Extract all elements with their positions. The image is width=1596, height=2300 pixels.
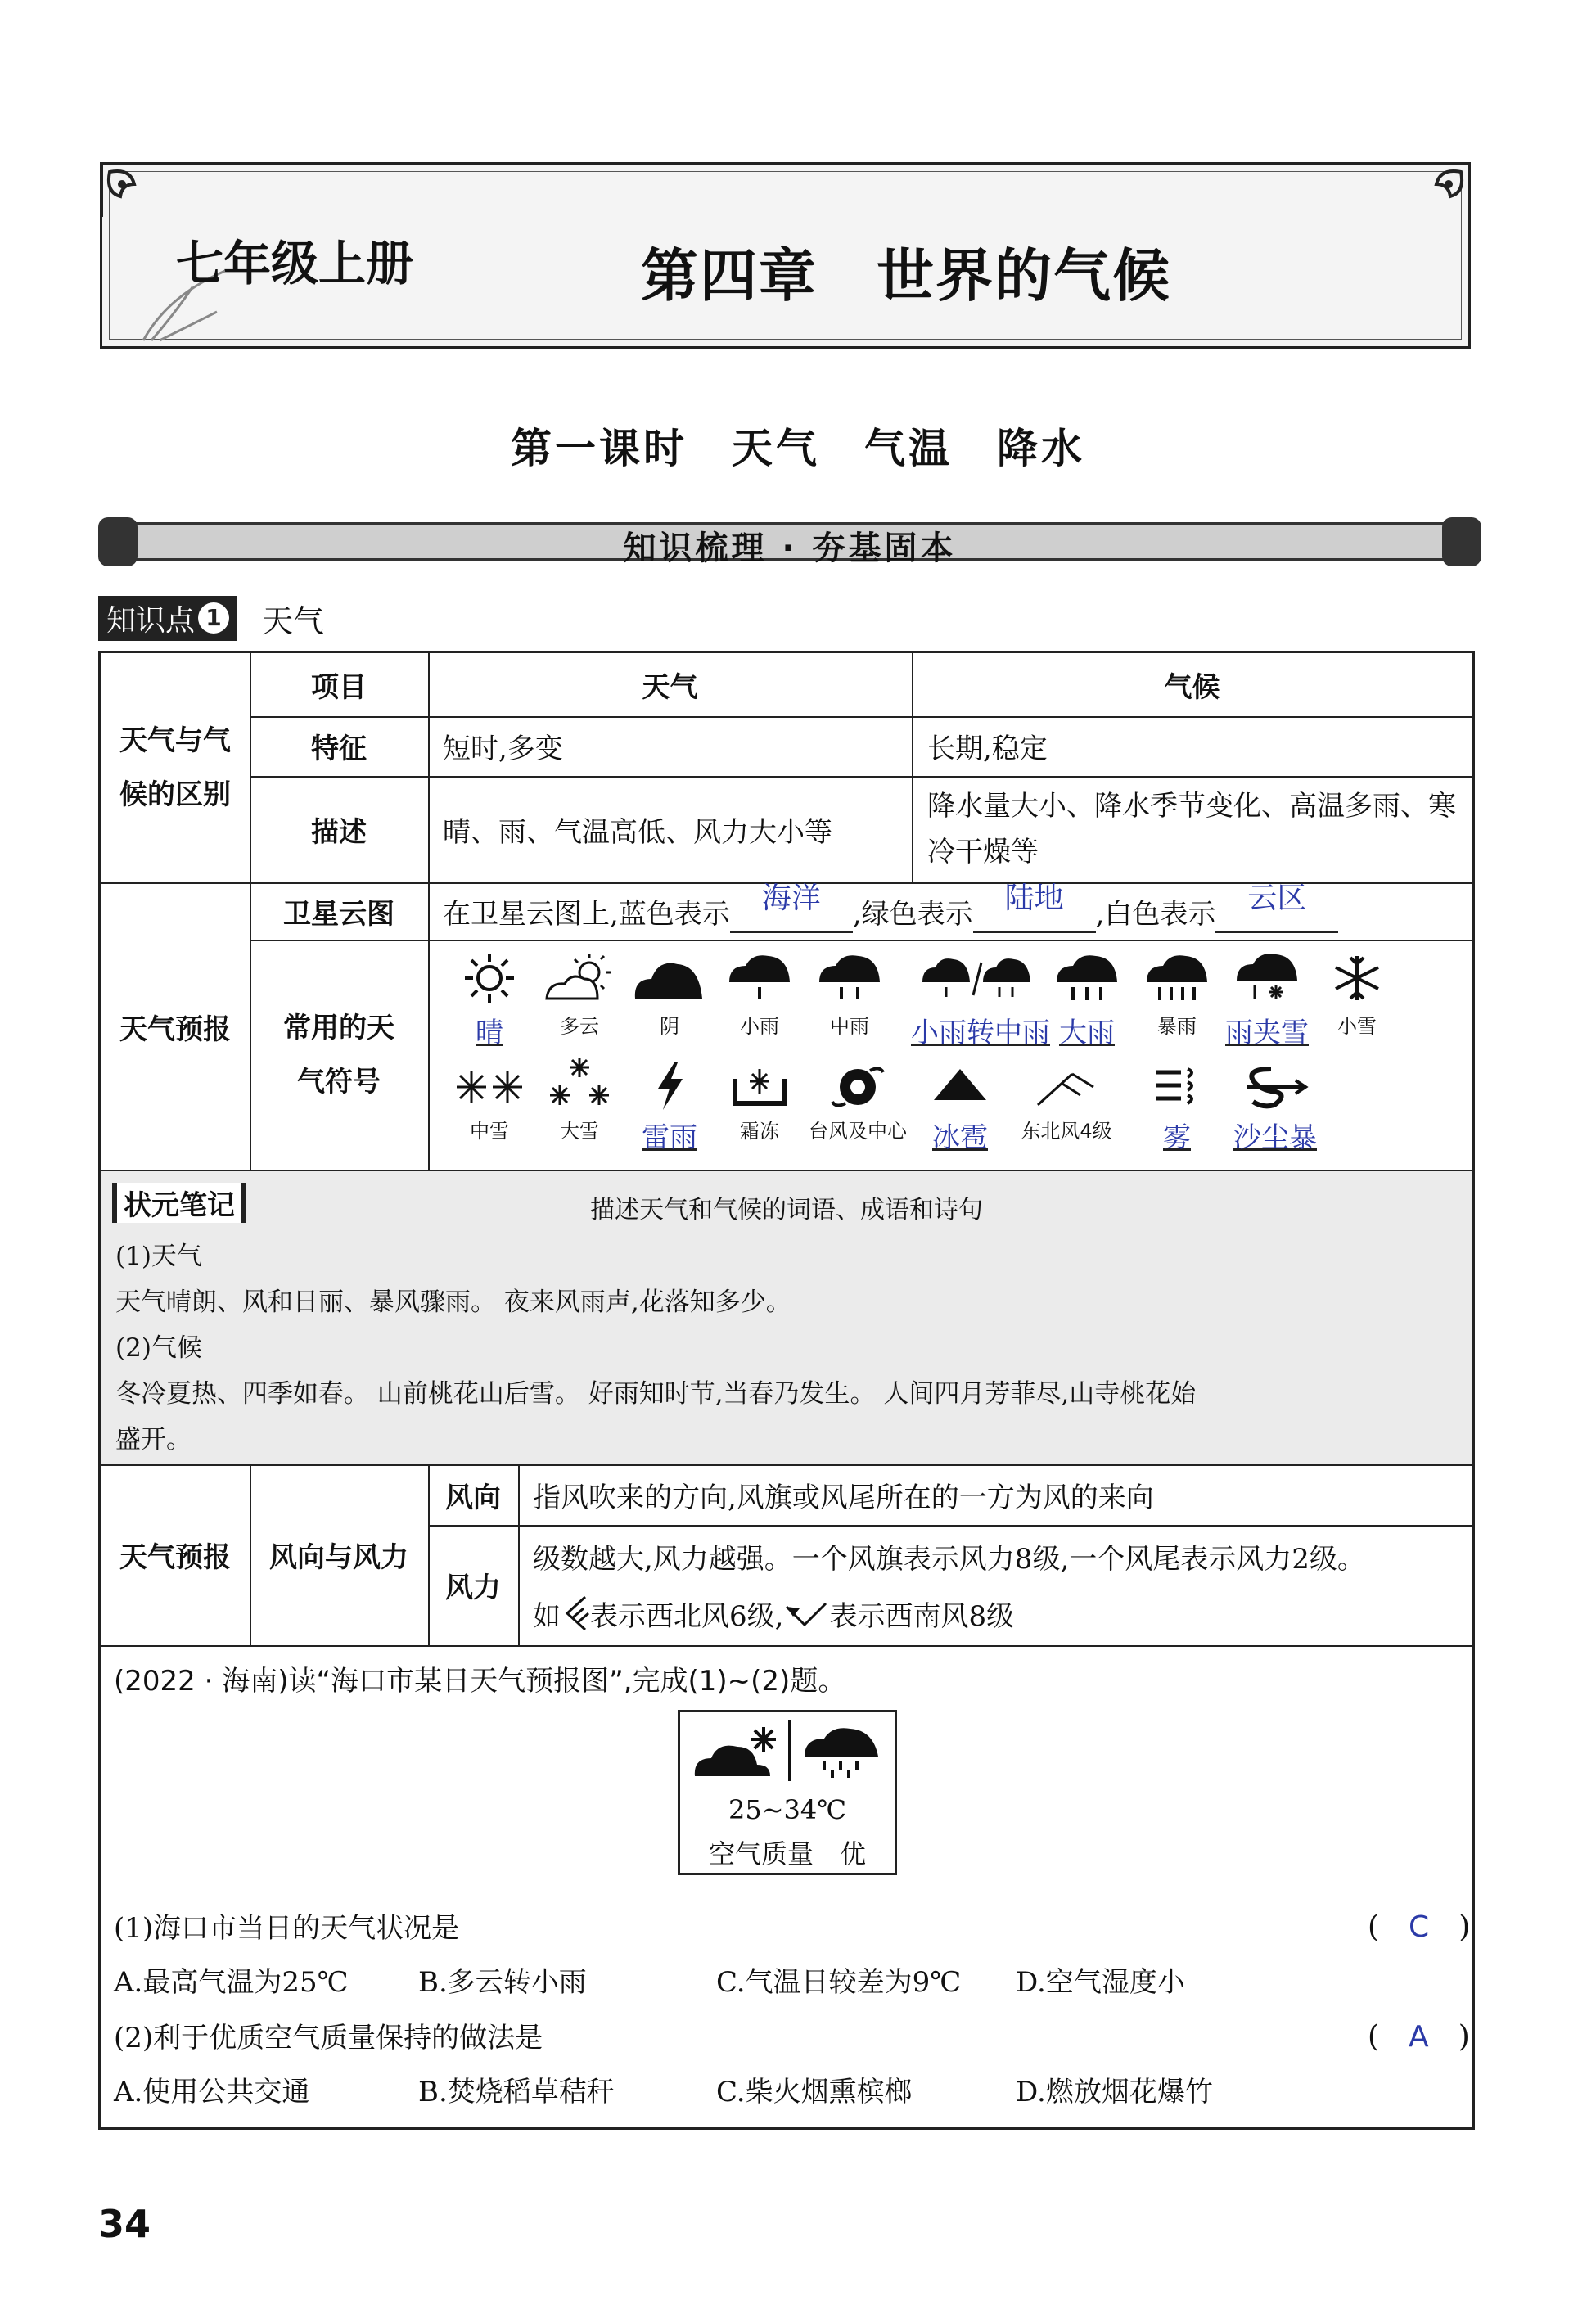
symbol-light-rain [715,949,805,1039]
forecast-row-header: 天气预报 [119,1012,231,1046]
col-item-header: 项目 [311,671,367,704]
symbol-sleet [1222,949,1312,1050]
symbol-caption: 多云 [560,1015,599,1038]
symbol-caption: 暴雨 [1157,1015,1197,1038]
satellite-blank-3[interactable] [1215,881,1338,933]
symbol-sunny [444,949,534,1050]
hail-icon [927,1062,993,1112]
card-air-quality: 空气质量 优 [708,1838,866,1869]
symbol-heavy-snow [534,1054,624,1143]
thunderstorm-icon [645,1061,694,1112]
q2-option-b[interactable]: B.焚烧稻草秸秆 [418,2076,615,2108]
symbol-hail [915,1062,1005,1155]
symbol-caption: 东北风4级 [1021,1120,1112,1143]
symbol-typhoon [805,1062,911,1143]
satellite-answer-2: 陆地 [1004,881,1064,915]
symbol-caption: 中雨 [830,1015,869,1038]
q1-option-a[interactable]: A.最高气温为25℃ [114,1966,349,1999]
satellite-blank-2[interactable] [973,881,1096,933]
sleet-icon [1230,949,1304,1007]
q2-answer-slot[interactable]: ( A ) [1368,2020,1470,2054]
symbol-caption: 中雪 [470,1120,509,1143]
q1-option-d[interactable]: D.空气湿度小 [1016,1966,1185,1999]
overcast-icon [629,949,710,1007]
note-line: 盛开。 [115,1425,192,1454]
symbol-partly-cloudy [534,949,624,1039]
wind-northwest-6-icon [561,1594,590,1633]
wind-southwest-8-icon [783,1597,829,1630]
symbol-rainstorm [1132,949,1222,1039]
heavy-snow-icon [539,1054,620,1112]
symbol-wind-ne4 [1009,1062,1124,1143]
wind-sub-header: 风向与风力 [269,1541,408,1574]
wind-example [533,1586,1466,1640]
notes-block [101,1171,1472,1464]
symbol-frost [715,1062,805,1143]
wind-force-label: 风力 [445,1572,501,1604]
row-feature-label: 特征 [311,733,367,765]
q1-stem: (1)海口市当日的天气状况是 [114,1912,460,1945]
sandstorm-icon [1238,1062,1312,1112]
light-rain-icon [723,949,796,1007]
note-line: 冬冷夏热、四季如春。 山前桃花山后雪。 好雨知时节,当春乃发生。 人间四月芳菲尽,山寺桃花始 [115,1379,1197,1409]
q2-answer: A [1409,2020,1429,2054]
symbol-caption: 霜冻 [740,1120,779,1143]
wind-direction-text: 指风吹来的方向,风旗或风尾所在的一方为风的来向 [533,1481,1154,1514]
question-intro: (2022 · 海南)读“海口市某日天气预报图”,完成(1)~(2)题。 [114,1665,846,1698]
knowledge-point-title: 天气 [262,602,325,639]
lesson-title: 第一课时 天气 气温 降水 [511,424,1085,472]
partly-cloudy-sun-icon [688,1719,795,1784]
row-description-climate: 降水量大小、降水季节变化、高温多雨、寒冷干燥等 [927,790,1456,868]
symbol-caption: 雾 [1163,1121,1191,1154]
symbol-caption: 阴 [660,1015,679,1038]
q1-answer-slot[interactable]: ( C ) [1368,1910,1471,1944]
satellite-label: 卫星云图 [283,897,394,931]
card-divider [788,1720,791,1781]
notes-tag: 状元笔记 [112,1183,246,1223]
satellite-text-2: ,绿色表示 [852,897,973,931]
fog-icon [1148,1062,1206,1112]
note-line: (2)气候 [115,1333,202,1363]
satellite-text-3: ,白色表示 [1095,897,1216,931]
section-ribbon [98,517,1481,566]
symbol-thunderstorm [624,1061,715,1155]
partly-cloudy-icon [539,949,620,1007]
satellite-answer-1: 海洋 [761,881,821,915]
satellite-answer-3: 云区 [1247,881,1307,915]
row-feature-climate: 长期,稳定 [927,733,1048,765]
symbol-moderate-snow [444,1062,534,1143]
note-line: 天气晴朗、风和日丽、暴风骤雨。 夜来风雨声,花落知多少。 [115,1288,791,1317]
note-line: (1)天气 [115,1242,202,1271]
wind-example-prefix: 如 [533,1599,561,1633]
symbol-light-to-moderate-rain [911,949,1050,1050]
comparison-row-header: 天气与气候的区别 [119,724,231,811]
heavy-rain-icon [1050,949,1124,1007]
symbol-moderate-rain [805,949,895,1039]
q1-option-c[interactable]: C.气温日较差为9℃ [716,1966,962,1999]
corner-ornament-icon [97,160,171,233]
ribbon-label: 知识梳理 · 夯基固本 [623,530,957,567]
knowledge-point-badge-text: 知识点 [106,603,196,638]
col-climate-header: 气候 [1164,671,1220,704]
light-to-moderate-rain-icon [919,949,1034,1007]
symbol-sandstorm [1222,1062,1328,1155]
wind-example-suffix: 表示西南风8级 [829,1599,1015,1633]
typhoon-icon [829,1062,886,1112]
wind-ne4-icon [1030,1062,1103,1112]
symbol-caption: 小雨 [740,1015,779,1038]
symbol-caption: 雷雨 [642,1121,697,1154]
q2-stem: (2)利于优质空气质量保持的做法是 [114,2022,543,2054]
chapter-title: 第四章 世界的气候 [641,242,1171,309]
rainstorm-icon [1140,949,1214,1007]
wind-row-header: 天气预报 [119,1541,231,1574]
symbol-caption: 小雪 [1337,1015,1377,1038]
q1-option-b[interactable]: B.多云转小雨 [418,1966,587,1999]
grade-label: 七年级上册 [176,236,414,291]
symbols-label: 常用的天气符号 [283,1012,394,1098]
symbol-caption: 晴 [476,1017,503,1049]
forecast-card [678,1710,897,1875]
page-number: 34 [98,2202,151,2246]
symbol-heavy-rain [1042,949,1132,1050]
row-feature-weather: 短时,多变 [443,733,563,765]
row-description-label: 描述 [311,815,367,849]
frost-icon [727,1062,792,1112]
notes-heading: 描述天气和气候的词语、成语和诗句 [590,1196,983,1224]
knowledge-point-label [98,598,324,638]
moderate-rain-icon [813,949,886,1007]
knowledge-table [98,651,1475,2130]
moderate-rain-icon [800,1722,890,1784]
sunny-icon [457,949,522,1007]
moderate-snow-icon [449,1062,530,1112]
card-temperature: 25~34℃ [728,1794,847,1825]
wind-force-text: 级数越大,风力越强。一个风旗表示风力8级,一个风尾表示风力2级。 [533,1542,1365,1576]
symbol-fog [1132,1062,1222,1155]
knowledge-point-badge [98,596,237,641]
symbol-caption: 大雨 [1059,1017,1115,1049]
satellite-text-1: 在卫星云图上,蓝色表示 [443,897,730,931]
light-snow-icon [1324,949,1390,1007]
symbol-caption: 小雨转中雨 [911,1017,1050,1049]
col-weather-header: 天气 [642,671,698,704]
symbol-light-snow [1312,949,1402,1039]
symbol-overcast [624,949,715,1039]
q2-option-a[interactable]: A.使用公共交通 [114,2076,310,2108]
corner-ornament-icon [1400,160,1473,233]
chapter-banner [100,162,1471,349]
knowledge-point-number: 1 [198,602,229,634]
q1-answer: C [1409,1910,1430,1944]
symbol-caption: 台风及中心 [809,1120,907,1143]
q2-option-c[interactable]: C.柴火烟熏槟榔 [716,2076,913,2108]
row-description-weather: 晴、雨、气温高低、风力大小等 [443,815,832,849]
symbol-caption: 大雪 [560,1120,599,1143]
wind-example-mid: 表示西北风6级, [590,1599,784,1633]
symbol-caption: 冰雹 [932,1121,988,1154]
wind-direction-label: 风向 [445,1481,501,1514]
symbol-caption: 沙尘暴 [1233,1121,1317,1154]
satellite-blank-1[interactable] [730,881,853,933]
satellite-sentence [443,882,1466,940]
symbol-caption: 雨夹雪 [1225,1017,1309,1049]
q2-option-d[interactable]: D.燃放烟花爆竹 [1016,2076,1213,2108]
